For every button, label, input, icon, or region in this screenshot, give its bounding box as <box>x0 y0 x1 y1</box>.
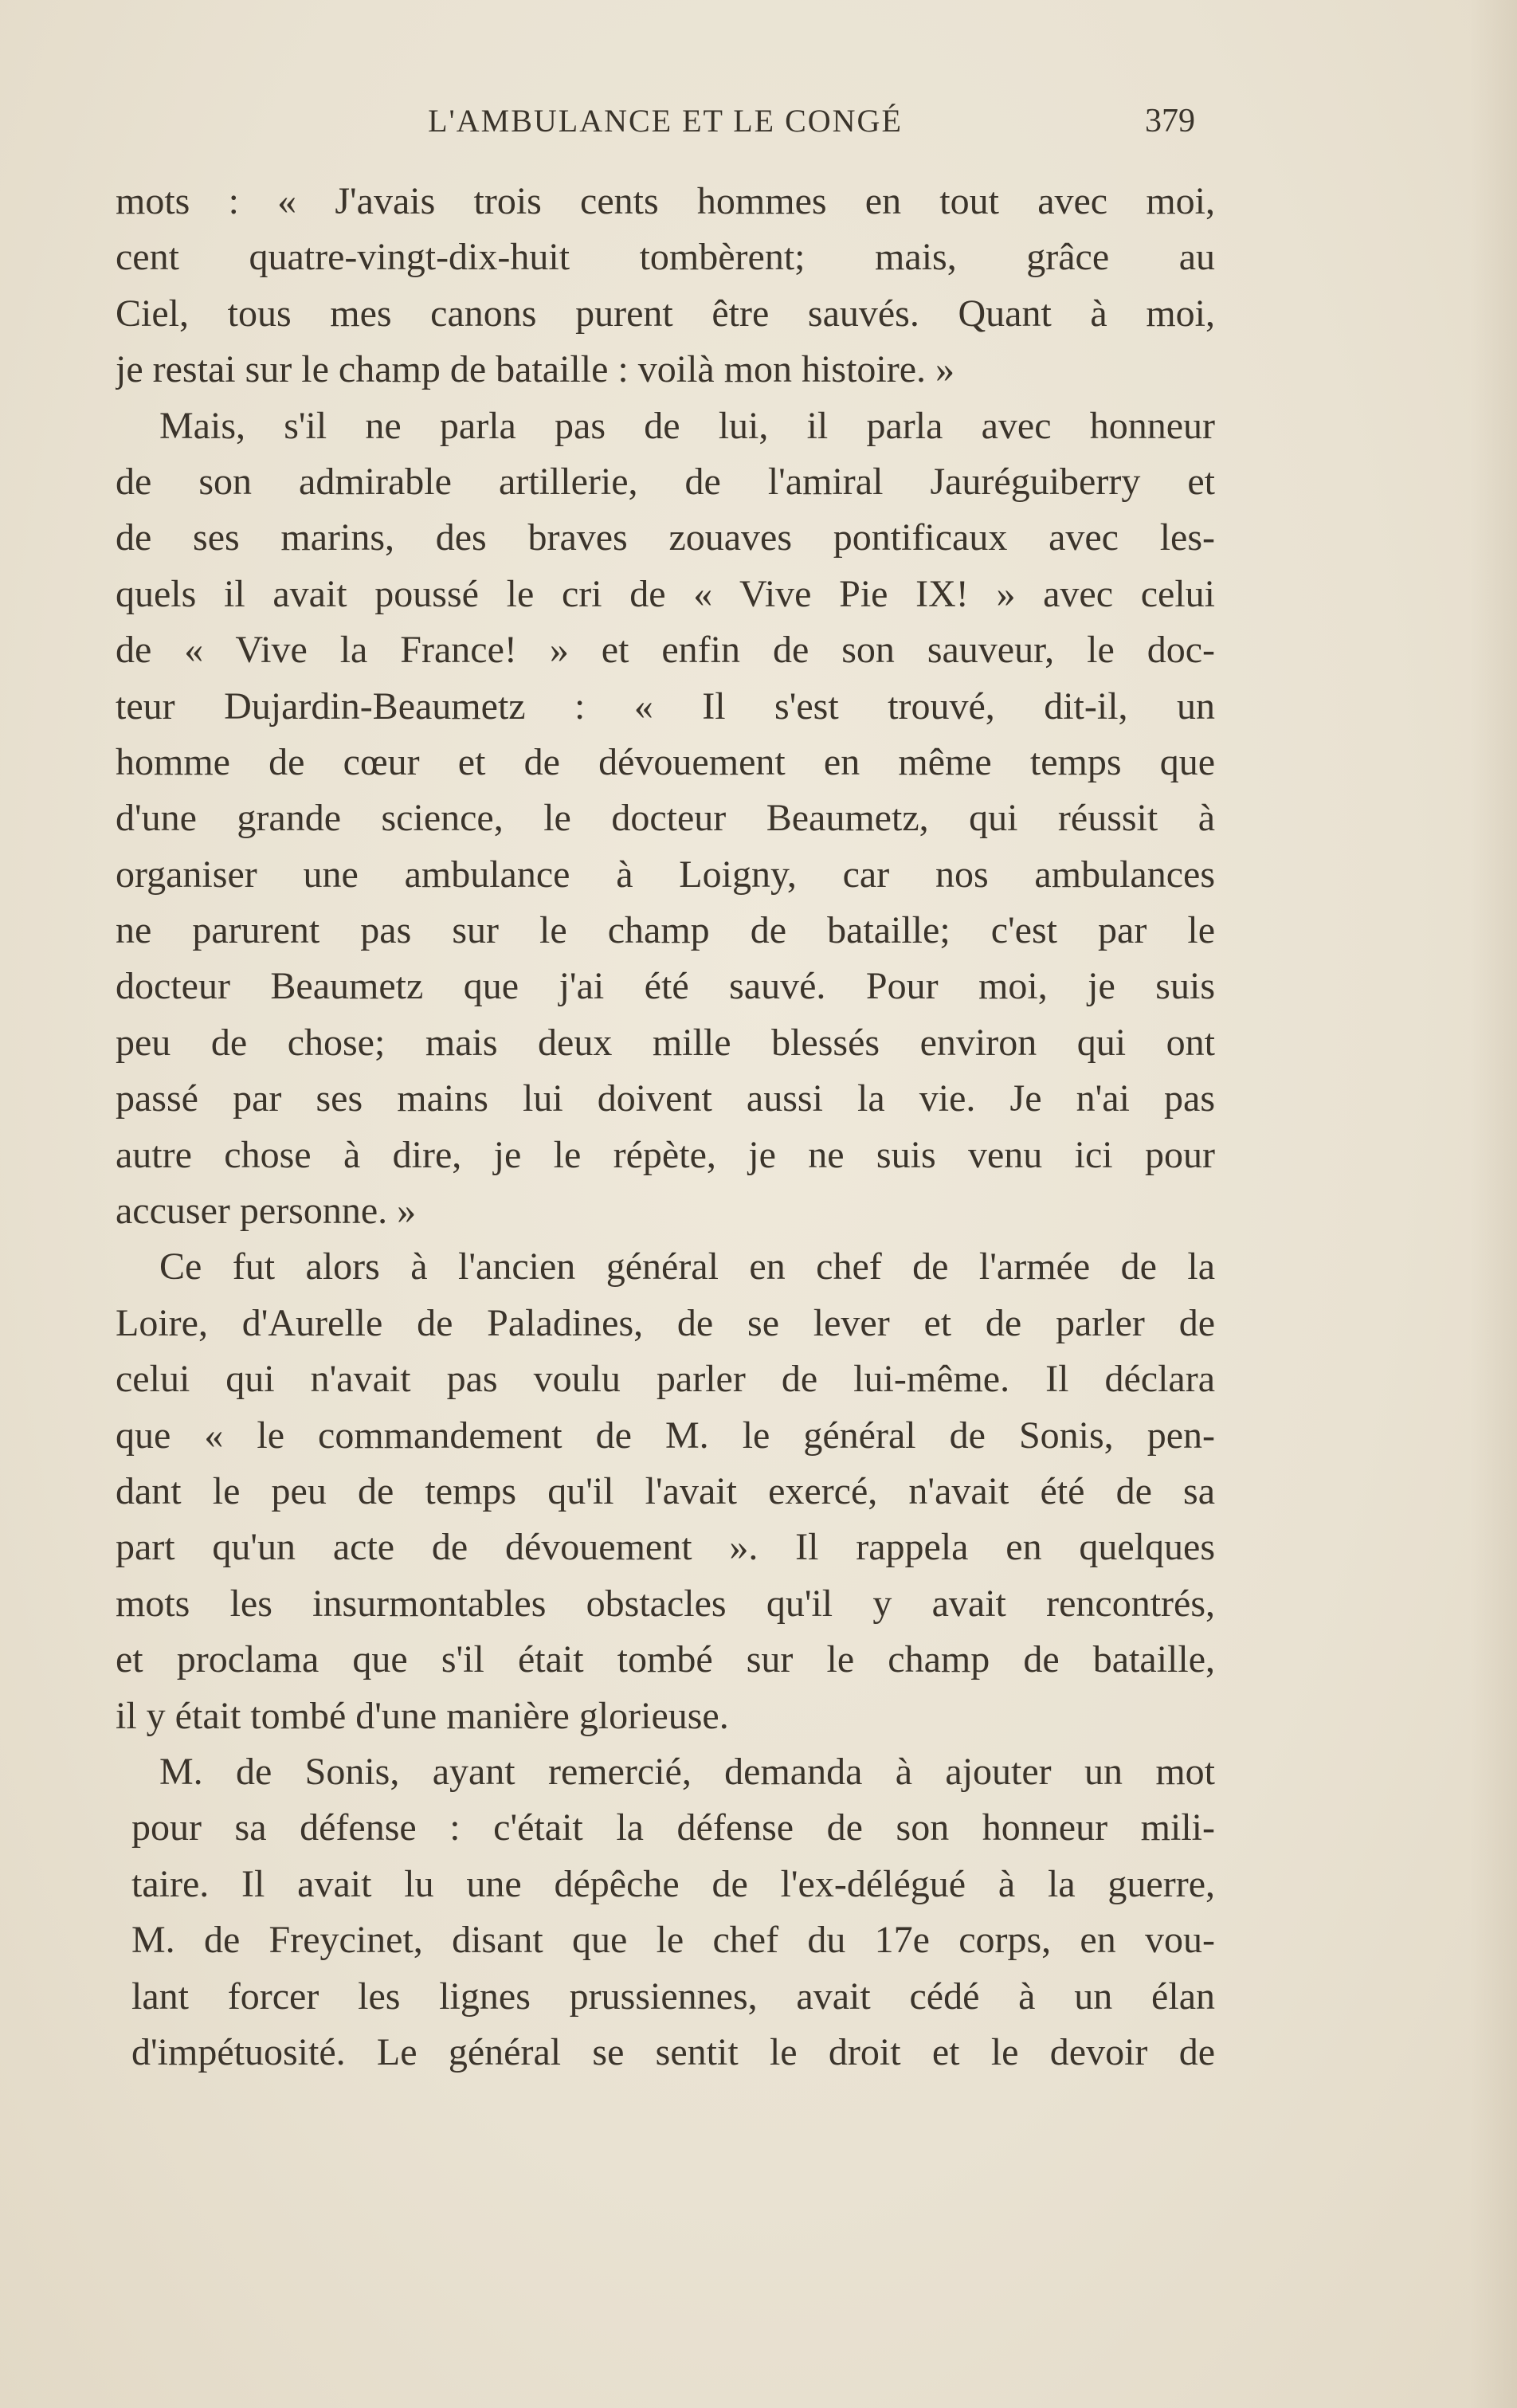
text-line: ne parurent pas sur le champ de bataille; c'est par le <box>116 909 1215 952</box>
paragraph-first-line: Mais, s'il ne parla pas de lui, il parla avec honneur <box>159 404 1215 447</box>
paragraph-first-line: M. de Sonis, ayant remercié, demanda à ajouter un mot <box>159 1750 1215 1793</box>
text-line: celui qui n'avait pas voulu parler de lui-même. Il déclara <box>116 1358 1215 1401</box>
text-line: teur Dujardin-Beaumetz : « Il s'est trouvé, dit-il, un <box>116 684 1215 727</box>
text-line: je restai sur le champ de bataille : voilà mon histoire. » <box>116 348 955 391</box>
text-line: de ses marins, des braves zouaves pontificaux avec les- <box>116 516 1215 559</box>
text-line: M. de Freycinet, disant que le chef du 17e corps, en vou- <box>131 1919 1215 1962</box>
paragraph-first-line: Ce fut alors à l'ancien général en chef de l'armée de la <box>159 1245 1215 1288</box>
text-line: homme de cœur et de dévouement en même temps que <box>116 740 1215 783</box>
text-line: docteur Beaumetz que j'ai été sauvé. Pour moi, je suis <box>116 965 1215 1008</box>
text-line: de « Vive la France! » et enfin de son sauveur, le doc- <box>116 629 1215 672</box>
page-edge-shadow <box>1469 0 1517 2408</box>
text-line: Loire, d'Aurelle de Paladines, de se lever et de parler de <box>116 1301 1215 1344</box>
text-line: Ciel, tous mes canons purent être sauvés. Quant à moi, <box>116 292 1215 335</box>
text-line: il y était tombé d'une manière glorieuse. <box>116 1694 729 1737</box>
text-line: de son admirable artillerie, de l'amiral Jauréguiberry et <box>116 460 1215 503</box>
text-line: mots les insurmontables obstacles qu'il y avait rencontrés, <box>116 1582 1215 1625</box>
text-line: d'impétuosité. Le général se sentit le droit et le devoir de <box>131 2030 1215 2073</box>
running-title: L'AMBULANCE ET LE CONGÉ <box>428 103 903 139</box>
text-line: que « le commandement de M. le général de Sonis, pen- <box>116 1414 1215 1457</box>
text-line: d'une grande science, le docteur Beaumetz, qui réussit à <box>116 797 1215 840</box>
text-line: dant le peu de temps qu'il l'avait exercé, n'avait été de sa <box>116 1469 1215 1512</box>
body-text <box>116 174 1215 2081</box>
running-head <box>116 102 1215 150</box>
text-line: taire. Il avait lu une dépêche de l'ex-délégué à la guerre, <box>131 1862 1215 1905</box>
text-line: pour sa défense : c'était la défense de son honneur mili- <box>131 1806 1215 1849</box>
text-line: accuser personne. » <box>116 1190 417 1233</box>
page-number: 379 <box>1145 103 1195 139</box>
text-line: peu de chose; mais deux mille blessés environ qui ont <box>116 1021 1215 1064</box>
text-line: quels il avait poussé le cri de « Vive Pie IX! » avec celui <box>116 572 1215 615</box>
text-line: passé par ses mains lui doivent aussi la vie. Je n'ai pas <box>116 1077 1215 1120</box>
text-line: et proclama que s'il était tombé sur le champ de bataille, <box>116 1638 1215 1681</box>
text-line: mots : « J'avais trois cents hommes en tout avec moi, <box>116 180 1215 222</box>
text-line: part qu'un acte de dévouement ». Il rappela en quelques <box>116 1526 1215 1569</box>
text-line: organiser une ambulance à Loigny, car nos ambulances <box>116 853 1215 896</box>
text-line: cent quatre-vingt-dix-huit tombèrent; mais, grâce au <box>116 236 1215 279</box>
text-line: autre chose à dire, je le répète, je ne suis venu ici pour <box>116 1133 1215 1176</box>
text-line: lant forcer les lignes prussiennes, avait cédé à un élan <box>131 1975 1215 2018</box>
